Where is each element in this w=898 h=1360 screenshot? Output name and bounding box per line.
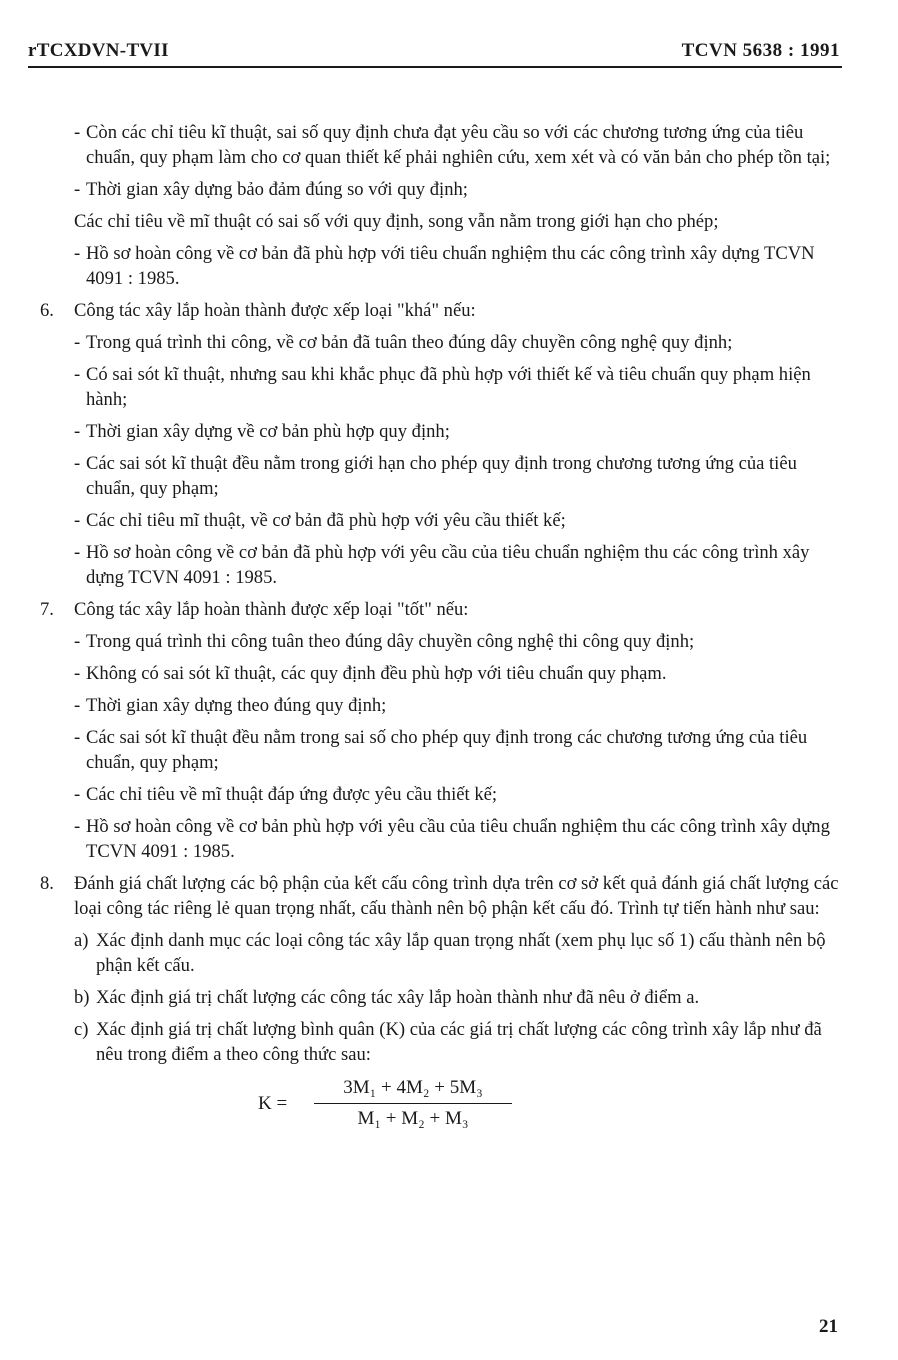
section-6-heading: [40, 298, 842, 323]
section-8-number: 8.: [40, 873, 54, 894]
formula-numerator: 3M₁ + 4M₂ + 5M₃: [343, 1077, 483, 1098]
section-6-number: 6.: [40, 300, 54, 321]
section-7-bullet-4: - Các sai sót kĩ thuật đều nằm trong sai số cho phép quy định trong các chương tương ứng của tiêu chuẩn, quy phạm;: [40, 725, 842, 775]
section-6-bullet-3: - Thời gian xây dựng về cơ bản phù hợp quy định;: [40, 419, 842, 444]
section-7-bullet-1: - Trong quá trình thi công tuân theo đúng dây chuyền công nghệ thi công quy định;: [40, 629, 842, 654]
intro-paragraph: Các chỉ tiêu về mĩ thuật có sai số với quy định, song vẫn nằm trong giới hạn cho phép;: [74, 211, 719, 232]
item-a-text: Xác định danh mục các loại công tác xây lắp quan trọng nhất (xem phụ lục số 1) cấu thành nên bộ phận kết cấu.: [96, 930, 826, 976]
header-standard-code: TCVN 5638 : 1991: [681, 40, 840, 61]
section-6-bullet-2: - Có sai sót kĩ thuật, nhưng sau khi khắc phục đã phù hợp với thiết kế và tiêu chuẩn quy phạm hiện hành;: [40, 362, 842, 412]
section-7-bullet-2: - Không có sai sót kĩ thuật, các quy định đều phù hợp với tiêu chuẩn quy phạm.: [40, 661, 842, 686]
item-b-marker: b): [74, 987, 90, 1008]
formula-fraction: [314, 1075, 512, 1132]
section-6-bullet-1: - Trong quá trình thi công, về cơ bản đã tuân theo đúng dây chuyền công nghệ quy định;: [40, 330, 842, 355]
header-rule: [28, 66, 842, 68]
section-7-bullet-6: - Hồ sơ hoàn công về cơ bản phù hợp với yêu cầu của tiêu chuẩn nghiệm thu các công trình xây dựng TCVN 4091 : 1985.: [40, 814, 842, 864]
page-number: 21: [819, 1316, 838, 1337]
item-b-text: Xác định giá trị chất lượng các công tác xây lắp hoàn thành như đã nêu ở điểm a.: [96, 987, 700, 1008]
item-a-marker: a): [74, 930, 89, 951]
section-6-bullet-5: - Các chỉ tiêu mĩ thuật, về cơ bản đã phù hợp với yêu cầu thiết kế;: [40, 508, 842, 533]
section-8-text: Đánh giá chất lượng các bộ phận của kết cấu công trình dựa trên cơ sở kết quả đánh giá chất lượng các loại công tác riêng lẻ quan trọng nhất, cấu thành nên bộ phận kết cấu đó. Trình tự tiến hành như sau:: [74, 873, 839, 919]
intro-bullet-1: - Còn các chỉ tiêu kĩ thuật, sai số quy định chưa đạt yêu cầu so với các chương tương ứng của tiêu chuẩn, quy phạm làm cho cơ quan thiết kế phải nghiên cứu, xem xét và có văn bản cho phép tồn tại;: [40, 120, 842, 170]
section-7-title: Công tác xây lắp hoàn thành được xếp loại "tốt" nếu:: [74, 599, 469, 620]
item-c-marker: c): [74, 1019, 89, 1040]
section-7-bullet-3: - Thời gian xây dựng theo đúng quy định;: [40, 693, 842, 718]
formula-lhs: K =: [258, 1093, 288, 1114]
document-body: [40, 120, 842, 1131]
intro-bullet-2: - Thời gian xây dựng bảo đảm đúng so với quy định;: [40, 177, 842, 202]
section-7-bullet-5: - Các chỉ tiêu về mĩ thuật đáp ứng được yêu cầu thiết kế;: [40, 782, 842, 807]
header-series: rTCXDVN-TVII: [28, 40, 169, 61]
formula-denominator: M₁ + M₂ + M₃: [357, 1108, 469, 1129]
section-8-item-b: [40, 985, 842, 1010]
section-7-number: 7.: [40, 599, 54, 620]
quality-formula: [258, 1075, 842, 1131]
item-c-text: Xác định giá trị chất lượng bình quân (K) của các giá trị chất lượng các công trình xây lắp như đã nêu trong điểm a theo công thức sau:: [96, 1019, 822, 1065]
section-6-bullet-6: - Hồ sơ hoàn công về cơ bản đã phù hợp với yêu cầu của tiêu chuẩn nghiệm thu các công trình xây dựng TCVN 4091 : 1985.: [40, 540, 842, 590]
section-7-heading: [40, 597, 842, 622]
fraction-bar: [314, 1103, 512, 1104]
section-8-paragraph: [40, 871, 842, 921]
section-8-item-c: [40, 1017, 842, 1067]
section-6-title: Công tác xây lắp hoàn thành được xếp loại "khá" nếu:: [74, 300, 476, 321]
intro-bullet-3: - Hồ sơ hoàn công về cơ bản đã phù hợp với tiêu chuẩn nghiệm thu các công trình xây dựng TCVN 4091 : 1985.: [40, 241, 842, 291]
section-8-item-a: [40, 928, 842, 978]
section-6-bullet-4: - Các sai sót kĩ thuật đều nằm trong giới hạn cho phép quy định trong chương tương ứng của tiêu chuẩn, quy phạm;: [40, 451, 842, 501]
